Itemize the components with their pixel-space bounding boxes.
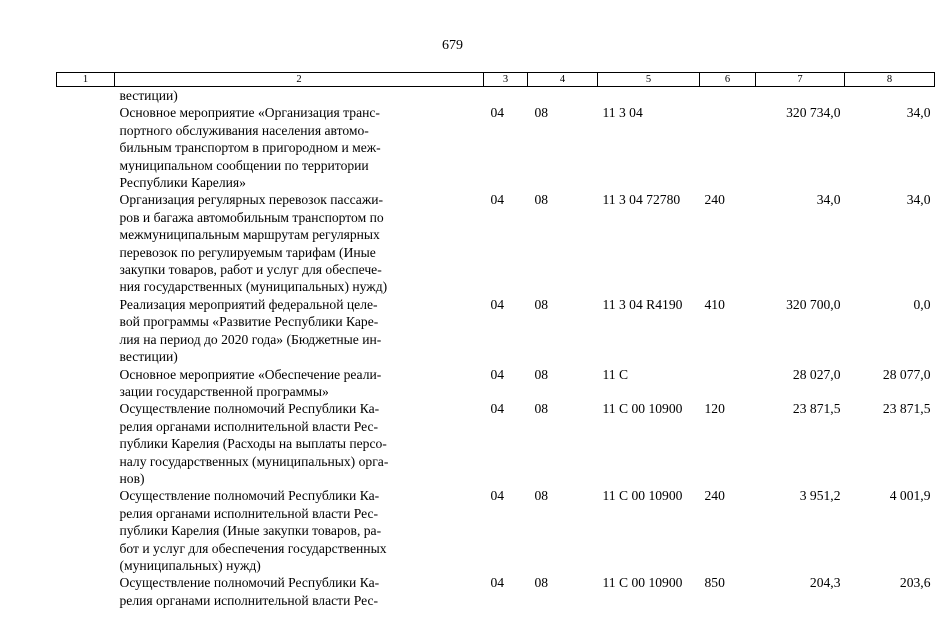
amount-year1-cell: 204,3	[809, 575, 841, 591]
row-number-cell	[57, 104, 115, 191]
row-number-cell	[57, 87, 115, 105]
target-article-cell: 11 С	[602, 366, 629, 382]
row-name-cell	[115, 296, 484, 366]
row-number-cell	[57, 574, 115, 609]
target-article-cell: 11 3 04	[602, 105, 643, 121]
amount-year1-cell: 28 027,0	[792, 366, 841, 382]
row-name-line: (муниципальных) нужд)	[119, 557, 261, 573]
table-row	[57, 296, 935, 366]
column-header-1: 1	[57, 73, 115, 87]
table-row	[57, 191, 935, 295]
row-name-line: портного обслуживания населения автомо-	[119, 122, 369, 138]
amount-year2-cell: 34,0	[906, 105, 931, 121]
row-name-line: вой программы «Развитие Республики Каре-	[119, 314, 379, 330]
column-header-8: 8	[845, 73, 935, 87]
column-header-3: 3	[484, 73, 528, 87]
section-code-cell: 04	[490, 296, 505, 312]
amount-year1-cell: 23 871,5	[792, 401, 841, 417]
amount-year2-cell	[845, 87, 935, 105]
target-article-cell	[598, 87, 700, 105]
amount-year2-cell: 0,0	[913, 296, 931, 312]
row-name-line: нов)	[119, 470, 145, 486]
table-row	[57, 574, 935, 609]
row-name-line: зации государственной программы»	[119, 383, 329, 399]
section-code-cell: 04	[490, 488, 505, 504]
target-article-cell: 11 С 00 10900	[602, 488, 683, 504]
row-name-line: релия органами исполнительной власти Рес-	[119, 592, 379, 608]
amount-year2-cell: 4 001,9	[889, 488, 931, 504]
row-name-line: Основное мероприятие «Организация транс-	[119, 105, 380, 121]
amount-year2-cell: 28 077,0	[882, 366, 931, 382]
row-name-line: перевозок по регулируемым тарифам (Иные	[119, 244, 376, 260]
row-name-line: закупки товаров, работ и услуг для обеспече-	[119, 262, 382, 278]
row-name-line: релия органами исполнительной власти Рес-	[119, 418, 379, 434]
row-name-line: релия органами исполнительной власти Рес-	[119, 505, 379, 521]
table-header	[57, 73, 935, 87]
row-name-line: вестиции)	[119, 349, 178, 365]
table-row	[57, 104, 935, 191]
row-name-line: межмуниципальным маршрутам регулярных	[119, 227, 380, 243]
column-header-7: 7	[756, 73, 845, 87]
section-code-cell: 04	[490, 192, 505, 208]
section-code-cell	[484, 87, 528, 105]
row-name-line: бильным транспортом в пригородном и меж-	[119, 140, 381, 156]
target-article-cell: 11 3 04 72780	[602, 192, 681, 208]
amount-year1-cell: 320 734,0	[786, 105, 841, 121]
amount-year1-cell: 320 700,0	[786, 296, 841, 312]
subsection-code-cell: 08	[534, 192, 549, 208]
row-name-line: ров и багажа автомобильным транспортом по	[119, 209, 384, 225]
subsection-code-cell: 08	[534, 488, 549, 504]
subsection-code-cell: 08	[534, 401, 549, 417]
amount-year2-cell: 34,0	[906, 192, 931, 208]
table-row	[57, 400, 935, 487]
subsection-code-cell: 08	[534, 575, 549, 591]
column-header-4: 4	[528, 73, 598, 87]
column-header-5: 5	[598, 73, 700, 87]
row-name-line: ния государственных (муниципальных) нужд)	[119, 279, 388, 295]
row-name-cell	[115, 400, 484, 487]
row-name-line: Реализация мероприятий федеральной целе-	[119, 296, 378, 312]
amount-year2-cell: 203,6	[899, 575, 931, 591]
subsection-code-cell: 08	[534, 105, 549, 121]
column-header-2: 2	[115, 73, 484, 87]
row-name-line: лия на период до 2020 года» (Бюджетные ин-	[119, 331, 382, 347]
row-number-cell	[57, 400, 115, 487]
row-name-cell	[115, 574, 484, 609]
expense-type-cell: 410	[704, 296, 725, 312]
row-name-line: бот и услуг для обеспечения государственных	[119, 540, 387, 556]
expense-type-cell: 240	[704, 192, 725, 208]
row-name-cell	[115, 87, 484, 105]
subsection-code-cell: 08	[534, 296, 549, 312]
row-name-line: Организация регулярных перевозок пассажи-	[119, 192, 384, 208]
budget-table	[56, 72, 935, 609]
row-name-cell	[115, 104, 484, 191]
amount-year1-cell	[756, 87, 845, 105]
subsection-code-cell: 08	[534, 366, 549, 382]
row-number-cell	[57, 191, 115, 295]
amount-year1-cell: 3 951,2	[799, 488, 841, 504]
row-name-line: Основное мероприятие «Обеспечение реали-	[119, 366, 382, 382]
row-number-cell	[57, 366, 115, 401]
row-name-line: вестиции)	[119, 88, 178, 103]
row-name-line: Республики Карелия»	[119, 175, 246, 191]
subsection-code-cell	[528, 87, 598, 105]
amount-year1-cell: 34,0	[816, 192, 841, 208]
row-name-cell	[115, 366, 484, 401]
section-code-cell: 04	[490, 105, 505, 121]
row-name-line: муниципальном сообщении по территории	[119, 157, 369, 173]
section-code-cell: 04	[490, 575, 505, 591]
section-code-cell: 04	[490, 401, 505, 417]
row-name-line: Осуществление полномочий Республики Ка-	[119, 401, 380, 417]
row-name-line: публики Карелия (Иные закупки товаров, ра-	[119, 523, 382, 539]
target-article-cell: 11 3 04 R4190	[602, 296, 683, 312]
amount-year2-cell: 23 871,5	[882, 401, 931, 417]
expense-type-cell: 120	[704, 401, 725, 417]
target-article-cell: 11 С 00 10900	[602, 575, 683, 591]
row-name-line: Осуществление полномочий Республики Ка-	[119, 575, 380, 591]
expense-type-cell	[700, 104, 756, 191]
row-name-line: налу государственных (муниципальных) орга-	[119, 453, 389, 469]
column-header-6: 6	[700, 73, 756, 87]
row-name-cell	[115, 191, 484, 295]
table-row	[57, 487, 935, 574]
row-number-cell	[57, 487, 115, 574]
table-body	[57, 87, 935, 610]
column-number-row	[57, 73, 935, 87]
target-article-cell: 11 С 00 10900	[602, 401, 683, 417]
expense-type-cell	[700, 87, 756, 105]
expense-type-cell	[700, 366, 756, 401]
expense-type-cell: 850	[704, 575, 725, 591]
row-name-line: публики Карелия (Расходы на выплаты персо-	[119, 436, 387, 452]
section-code-cell: 04	[490, 366, 505, 382]
row-number-cell	[57, 296, 115, 366]
table-row	[57, 366, 935, 401]
page-number: 679	[442, 38, 463, 53]
table-row	[57, 87, 935, 105]
row-name-line: Осуществление полномочий Республики Ка-	[119, 488, 380, 504]
row-name-cell	[115, 487, 484, 574]
expense-type-cell: 240	[704, 488, 725, 504]
